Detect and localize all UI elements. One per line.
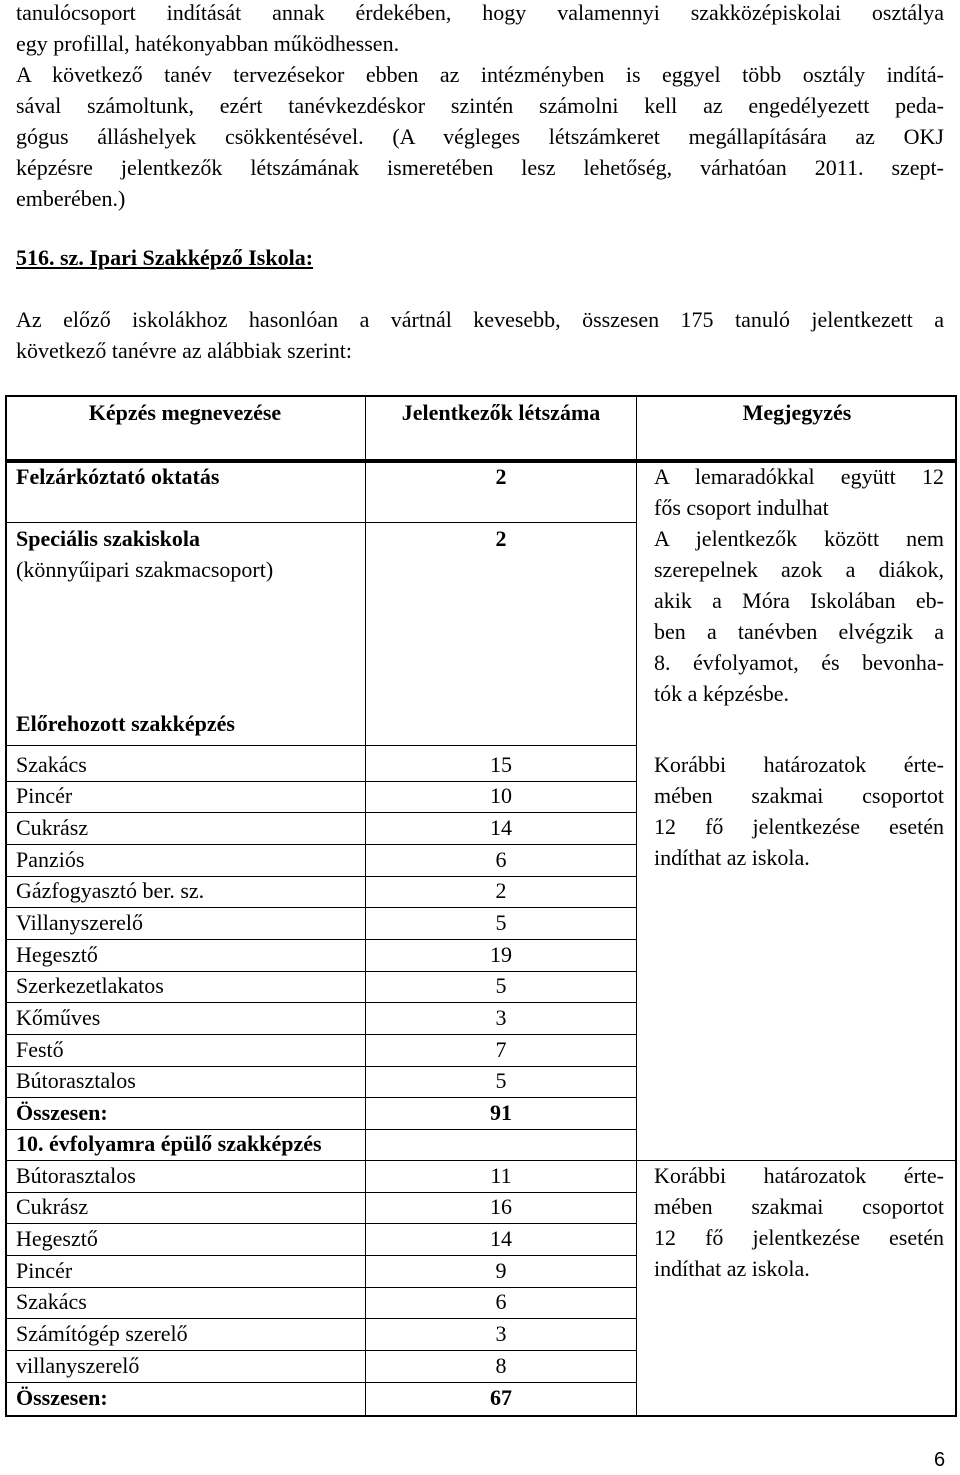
specialis-name: Speciális szakiskola bbox=[16, 526, 200, 551]
page-number: 6 bbox=[934, 1449, 946, 1471]
header-megjegyzes: Megjegyzés bbox=[742, 400, 852, 425]
intro-line: gógus álláshelyek csökkentésével. (A végleges létszámkeret megállapítására az OKJ bbox=[16, 124, 944, 149]
elorehozott-total: 91 bbox=[490, 1100, 512, 1125]
specialis-note-line: akik a Móra Iskolában eb- bbox=[654, 588, 944, 613]
header-kepzes: Képzés megnevezése bbox=[88, 400, 282, 425]
row-divider bbox=[5, 745, 637, 746]
elorehozott-row-count: 3 bbox=[495, 1005, 507, 1030]
tizedik-row-count: 6 bbox=[495, 1289, 507, 1314]
tizedik-row-count: 11 bbox=[490, 1163, 512, 1188]
tizedik-row-name: Hegesztő bbox=[16, 1226, 98, 1251]
intro-line: sával számoltunk, ezért tanévkezdéskor szintén számolni kell az engedélyezett peda- bbox=[16, 93, 944, 118]
elorehozott-note-line: indíthat az iskola. bbox=[654, 845, 810, 870]
elorehozott-row-name: Festő bbox=[16, 1037, 64, 1062]
elorehozott-note-line: 12 fő jelentkezése esetén bbox=[654, 814, 944, 839]
elorehozott-note-line: Korábbi határozatok érte- bbox=[654, 752, 944, 777]
tizedik-row-name: Pincér bbox=[16, 1258, 73, 1283]
specialis-note-line: szerepelnek azok a diákok, bbox=[654, 557, 944, 582]
felzarkozato-note-line: fős csoport indulhat bbox=[654, 494, 829, 520]
elorehozott-row-count: 5 bbox=[495, 1068, 507, 1093]
tizedik-note-line: indíthat az iskola. bbox=[654, 1256, 810, 1281]
felzarkozato-name: Felzárkóztató oktatás bbox=[16, 464, 220, 489]
section-line: következő tanévre az alábbiak szerint: bbox=[16, 338, 352, 363]
tizedik-total-label: Összesen: bbox=[16, 1385, 108, 1410]
specialis-count: 2 bbox=[495, 526, 507, 551]
elorehozott-row-name: Cukrász bbox=[16, 815, 89, 840]
specialis-note-line: 8. évfolyamot, és bevonha- bbox=[654, 650, 944, 675]
tizedik-note-line: 12 fő jelentkezése esetén bbox=[654, 1225, 944, 1250]
column-divider bbox=[636, 395, 637, 1417]
elorehozott-row-name: Pincér bbox=[16, 783, 73, 808]
specialis-note-line: ben a tanévben elvégzik a bbox=[654, 619, 944, 644]
elorehozott-title: Előrehozott szakképzés bbox=[16, 711, 235, 736]
elorehozott-row-count: 19 bbox=[490, 942, 512, 967]
felzarkozato-note-line: A lemaradókkal együtt 12 bbox=[654, 464, 944, 489]
tizedik-row-name: Szakács bbox=[16, 1289, 87, 1314]
elorehozott-row-count: 5 bbox=[495, 910, 507, 935]
intro-line: képzésre jelentkezők létszámának ismeretében lesz lehetőség, várhatóan 2011. szept- bbox=[16, 155, 944, 180]
tizedik-row-count: 14 bbox=[490, 1226, 512, 1251]
header-jelentkezok: Jelentkezők létszáma bbox=[401, 400, 601, 425]
specialis-note-line: A jelentkezők között nem bbox=[654, 526, 944, 551]
elorehozott-row-count: 10 bbox=[490, 783, 512, 808]
elorehozott-row-count: 5 bbox=[495, 973, 507, 998]
tizedik-note-line: Korábbi határozatok érte- bbox=[654, 1163, 944, 1188]
tizedik-row-count: 16 bbox=[490, 1194, 512, 1219]
row-divider bbox=[5, 522, 637, 523]
intro-line: egy profillal, hatékonyabban működhessen. bbox=[16, 31, 400, 56]
tizedik-title: 10. évfolyamra épülő szakképzés bbox=[16, 1131, 322, 1156]
elorehozott-row-name: Panziós bbox=[16, 847, 85, 872]
elorehozott-row-count: 15 bbox=[490, 752, 512, 777]
tizedik-note-line: mében szakmai csoportot bbox=[654, 1194, 944, 1219]
elorehozott-note-line: mében szakmai csoportot bbox=[654, 783, 944, 808]
elorehozott-row-name: Szakács bbox=[16, 752, 87, 777]
elorehozott-row-name: Bútorasztalos bbox=[16, 1068, 136, 1093]
elorehozott-row-count: 6 bbox=[495, 847, 507, 872]
intro-line: A következő tanév tervezésekor ebben az intézményben is eggyel több osztály indítá- bbox=[16, 62, 944, 87]
elorehozott-total-label: Összesen: bbox=[16, 1100, 108, 1125]
intro-line: tanulócsoport indítását annak érdekében, hogy valamennyi szakközépiskolai osztálya bbox=[16, 0, 944, 25]
elorehozott-row-name: Hegesztő bbox=[16, 942, 98, 967]
elorehozott-row-name: Gázfogyasztó ber. sz. bbox=[16, 878, 205, 903]
tizedik-total: 67 bbox=[490, 1385, 512, 1410]
felzarkozato-count: 2 bbox=[495, 464, 507, 489]
specialis-sub: (könnyűipari szakmacsoport) bbox=[16, 557, 274, 582]
specialis-note-line: tók a képzésbe. bbox=[654, 681, 789, 706]
tizedik-row-name: villanyszerelő bbox=[16, 1353, 140, 1378]
elorehozott-row-name: Kőműves bbox=[16, 1005, 101, 1030]
section-line: Az előző iskolákhoz hasonlóan a vártnál kevesebb, összesen 175 tanuló jelentkezett a bbox=[16, 307, 944, 332]
tizedik-row-name: Számítógép szerelő bbox=[16, 1321, 188, 1346]
elorehozott-row-name: Villanyszerelő bbox=[16, 910, 143, 935]
elorehozott-row-count: 7 bbox=[495, 1037, 507, 1062]
tizedik-row-count: 3 bbox=[495, 1321, 507, 1346]
elorehozott-row-name: Szerkezetlakatos bbox=[16, 973, 164, 998]
section-heading: 516. sz. Ipari Szakképző Iskola: bbox=[16, 245, 314, 270]
elorehozott-row-count: 2 bbox=[495, 878, 507, 903]
intro-line: emberében.) bbox=[16, 186, 126, 211]
tizedik-row-count: 8 bbox=[495, 1353, 507, 1378]
tizedik-row-name: Bútorasztalos bbox=[16, 1163, 136, 1188]
elorehozott-row-count: 14 bbox=[490, 815, 512, 840]
tizedik-row-count: 9 bbox=[495, 1258, 507, 1283]
tizedik-row-name: Cukrász bbox=[16, 1194, 89, 1219]
